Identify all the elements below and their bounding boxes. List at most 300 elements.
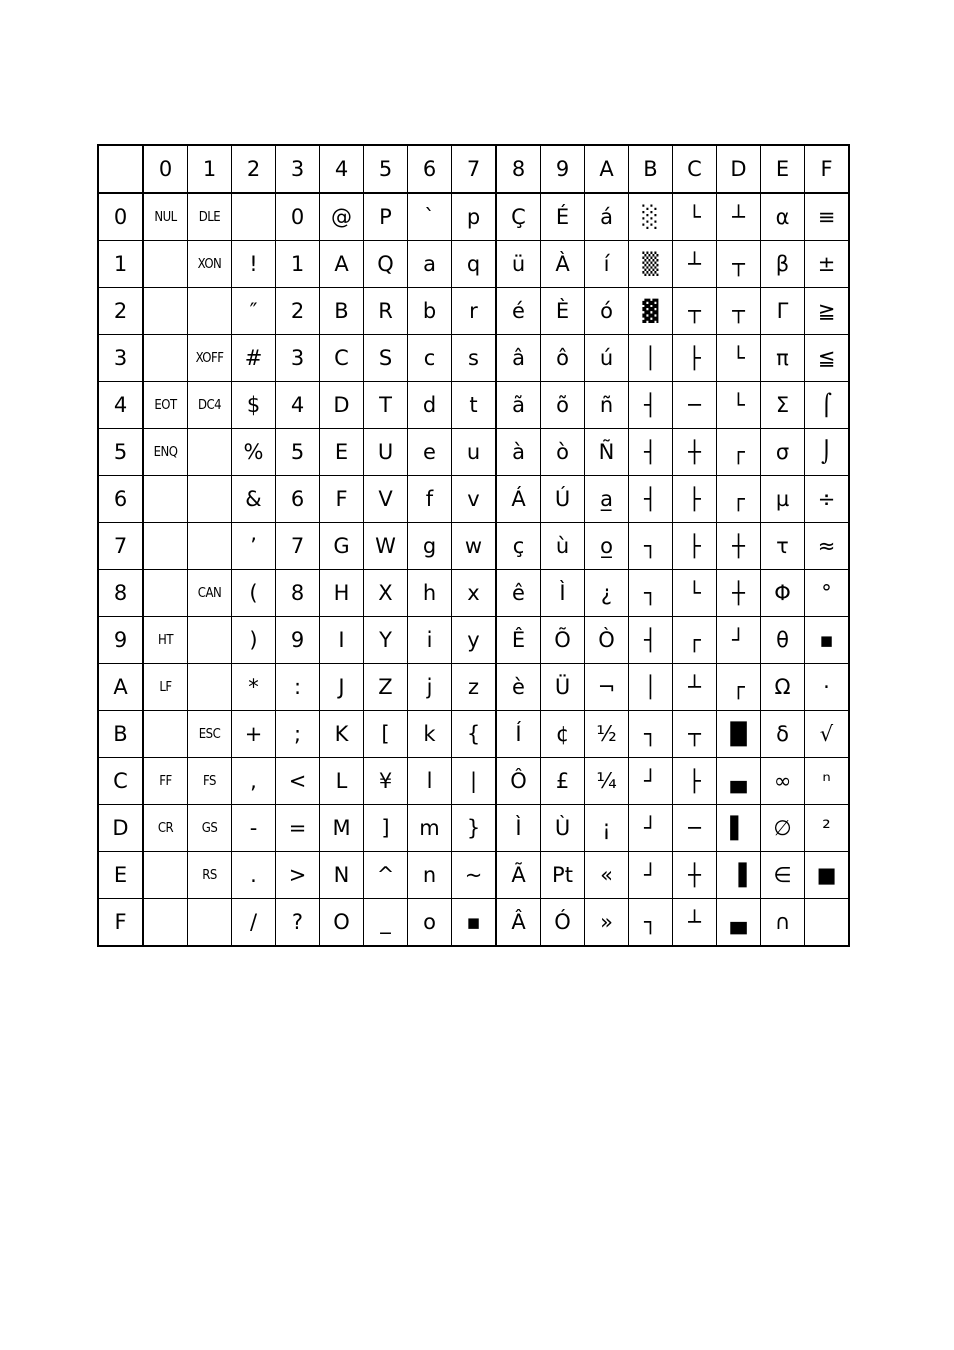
char-cell-ef: ■ (805, 852, 850, 899)
char-cell-0c: └ (673, 193, 717, 241)
column-header-9: 9 (541, 145, 585, 193)
char-cell-30 (143, 335, 188, 382)
char-cell-17: q (452, 241, 497, 288)
char-cell-41: DC4 (188, 382, 232, 429)
char-cell-4a: ñ (585, 382, 629, 429)
char-cell-51 (188, 429, 232, 476)
char-cell-f7: ▪ (452, 899, 497, 947)
char-cell-df: ² (805, 805, 850, 852)
row-header-1: 1 (98, 241, 143, 288)
char-cell-ff (805, 899, 850, 947)
char-cell-10 (143, 241, 188, 288)
char-cell-70 (143, 523, 188, 570)
char-cell-38: â (496, 335, 541, 382)
row-header-f: F (98, 899, 143, 947)
char-cell-4f: ⌠ (805, 382, 850, 429)
char-cell-8a: ¿ (585, 570, 629, 617)
char-cell-bd: █ (717, 711, 761, 758)
char-cell-24: B (320, 288, 364, 335)
char-cell-26: b (408, 288, 452, 335)
char-cell-50: ENQ (143, 429, 188, 476)
column-header-e: E (761, 145, 805, 193)
char-cell-a8: è (496, 664, 541, 711)
column-header-f: F (805, 145, 850, 193)
char-cell-b3: ; (276, 711, 320, 758)
char-cell-67: v (452, 476, 497, 523)
char-cell-f8: Â (496, 899, 541, 947)
char-cell-f6: o (408, 899, 452, 947)
char-cell-59: ò (541, 429, 585, 476)
char-cell-15: Q (364, 241, 408, 288)
char-cell-9f: ▪ (805, 617, 850, 664)
char-cell-f1 (188, 899, 232, 947)
char-cell-d0: CR (143, 805, 188, 852)
char-cell-2b: ▓ (629, 288, 673, 335)
char-cell-27: r (452, 288, 497, 335)
char-cell-01: DLE (188, 193, 232, 241)
char-cell-5f: ⌡ (805, 429, 850, 476)
char-cell-98: Ê (496, 617, 541, 664)
char-cell-18: ü (496, 241, 541, 288)
char-cell-d2: - (232, 805, 276, 852)
char-cell-57: u (452, 429, 497, 476)
char-cell-ab: │ (629, 664, 673, 711)
char-cell-23: 2 (276, 288, 320, 335)
char-cell-53: 5 (276, 429, 320, 476)
char-cell-32: # (232, 335, 276, 382)
char-cell-89: Ì (541, 570, 585, 617)
table-row (98, 429, 849, 476)
char-cell-94: I (320, 617, 364, 664)
char-cell-ac: ┴ (673, 664, 717, 711)
char-cell-c6: l (408, 758, 452, 805)
char-cell-e7: ~ (452, 852, 497, 899)
column-header-5: 5 (364, 145, 408, 193)
char-cell-d8: Ì (496, 805, 541, 852)
column-header-1: 1 (188, 145, 232, 193)
char-cell-85: X (364, 570, 408, 617)
char-cell-d6: m (408, 805, 452, 852)
char-cell-61 (188, 476, 232, 523)
table-row (98, 193, 849, 241)
row-header-2: 2 (98, 288, 143, 335)
column-header-7: 7 (452, 145, 497, 193)
char-cell-f4: O (320, 899, 364, 947)
char-cell-b4: K (320, 711, 364, 758)
char-cell-7d: ┼ (717, 523, 761, 570)
char-cell-b0 (143, 711, 188, 758)
char-cell-80 (143, 570, 188, 617)
column-header-6: 6 (408, 145, 452, 193)
char-cell-a9: Ü (541, 664, 585, 711)
char-cell-99: Õ (541, 617, 585, 664)
row-header-0: 0 (98, 193, 143, 241)
char-cell-fb: ┐ (629, 899, 673, 947)
char-cell-1d: ┬ (717, 241, 761, 288)
char-cell-ad: ┌ (717, 664, 761, 711)
char-cell-6a: a̲ (585, 476, 629, 523)
char-cell-55: U (364, 429, 408, 476)
char-cell-f2: / (232, 899, 276, 947)
char-cell-3a: ú (585, 335, 629, 382)
char-cell-52: % (232, 429, 276, 476)
row-header-4: 4 (98, 382, 143, 429)
char-cell-e0 (143, 852, 188, 899)
char-cell-58: à (496, 429, 541, 476)
char-cell-13: 1 (276, 241, 320, 288)
char-cell-46: d (408, 382, 452, 429)
char-cell-2d: ┬ (717, 288, 761, 335)
char-cell-e2: . (232, 852, 276, 899)
char-cell-fd: ▄ (717, 899, 761, 947)
row-header-b: B (98, 711, 143, 758)
char-cell-3d: └ (717, 335, 761, 382)
char-cell-c5: ¥ (364, 758, 408, 805)
char-cell-1b: ▒ (629, 241, 673, 288)
char-cell-e8: Ã (496, 852, 541, 899)
table-row (98, 805, 849, 852)
column-header-2: 2 (232, 145, 276, 193)
char-cell-b8: Í (496, 711, 541, 758)
char-cell-a5: Z (364, 664, 408, 711)
char-cell-47: t (452, 382, 497, 429)
char-cell-de: ∅ (761, 805, 805, 852)
char-cell-4c: ─ (673, 382, 717, 429)
char-cell-e5: ^ (364, 852, 408, 899)
char-cell-c2: , (232, 758, 276, 805)
char-cell-1c: ┴ (673, 241, 717, 288)
char-cell-c3: < (276, 758, 320, 805)
row-header-5: 5 (98, 429, 143, 476)
char-cell-a3: : (276, 664, 320, 711)
char-cell-63: 6 (276, 476, 320, 523)
char-cell-0e: α (761, 193, 805, 241)
char-cell-aa: ¬ (585, 664, 629, 711)
char-cell-f9: Ó (541, 899, 585, 947)
char-cell-b2: + (232, 711, 276, 758)
char-cell-0a: á (585, 193, 629, 241)
column-header-c: C (673, 145, 717, 193)
char-cell-d5: ] (364, 805, 408, 852)
char-cell-36: c (408, 335, 452, 382)
char-cell-42: $ (232, 382, 276, 429)
table-row (98, 852, 849, 899)
char-cell-5b: ┤ (629, 429, 673, 476)
char-cell-c7: | (452, 758, 497, 805)
table-row (98, 523, 849, 570)
char-cell-d3: = (276, 805, 320, 852)
char-cell-0f: ≡ (805, 193, 850, 241)
char-cell-37: s (452, 335, 497, 382)
char-cell-7c: ├ (673, 523, 717, 570)
char-cell-e6: n (408, 852, 452, 899)
char-cell-fc: ┴ (673, 899, 717, 947)
char-cell-76: g (408, 523, 452, 570)
char-cell-29: È (541, 288, 585, 335)
row-header-8: 8 (98, 570, 143, 617)
table-row (98, 241, 849, 288)
char-cell-96: i (408, 617, 452, 664)
char-cell-5c: ┼ (673, 429, 717, 476)
char-cell-db: ┘ (629, 805, 673, 852)
char-cell-43: 4 (276, 382, 320, 429)
table-row (98, 664, 849, 711)
char-cell-e3: > (276, 852, 320, 899)
char-cell-86: h (408, 570, 452, 617)
char-cell-eb: ┘ (629, 852, 673, 899)
char-cell-b1: ESC (188, 711, 232, 758)
char-cell-33: 3 (276, 335, 320, 382)
char-cell-08: Ç (496, 193, 541, 241)
char-cell-ce: ∞ (761, 758, 805, 805)
char-cell-d4: M (320, 805, 364, 852)
table-row (98, 899, 849, 947)
char-cell-7e: τ (761, 523, 805, 570)
table-row (98, 382, 849, 429)
char-cell-9a: Ò (585, 617, 629, 664)
char-cell-a2: * (232, 664, 276, 711)
char-cell-45: T (364, 382, 408, 429)
char-cell-92: ) (232, 617, 276, 664)
char-cell-cd: ▄ (717, 758, 761, 805)
char-cell-3b: │ (629, 335, 673, 382)
char-cell-ca: ¼ (585, 758, 629, 805)
row-header-9: 9 (98, 617, 143, 664)
char-cell-5e: σ (761, 429, 805, 476)
char-cell-b5: [ (364, 711, 408, 758)
char-cell-95: Y (364, 617, 408, 664)
char-cell-dc: ─ (673, 805, 717, 852)
char-cell-c4: L (320, 758, 364, 805)
char-cell-88: ê (496, 570, 541, 617)
char-cell-97: y (452, 617, 497, 664)
char-cell-12: ! (232, 241, 276, 288)
char-cell-72: ’ (232, 523, 276, 570)
char-cell-90: HT (143, 617, 188, 664)
char-cell-e4: N (320, 852, 364, 899)
table-row (98, 288, 849, 335)
char-cell-3c: ├ (673, 335, 717, 382)
char-cell-69: Ú (541, 476, 585, 523)
char-cell-79: ù (541, 523, 585, 570)
char-cell-2a: ó (585, 288, 629, 335)
char-cell-a6: j (408, 664, 452, 711)
table-row (98, 758, 849, 805)
table-row (98, 476, 849, 523)
char-cell-1f: ± (805, 241, 850, 288)
char-cell-54: E (320, 429, 364, 476)
column-header-3: 3 (276, 145, 320, 193)
char-cell-c1: FS (188, 758, 232, 805)
column-header-4: 4 (320, 145, 364, 193)
row-header-d: D (98, 805, 143, 852)
character-code-table (97, 144, 850, 947)
char-cell-81: CAN (188, 570, 232, 617)
char-cell-b7: { (452, 711, 497, 758)
row-header-a: A (98, 664, 143, 711)
char-cell-cb: ┘ (629, 758, 673, 805)
char-cell-d9: Ù (541, 805, 585, 852)
char-cell-06: ` (408, 193, 452, 241)
row-header-7: 7 (98, 523, 143, 570)
char-cell-35: S (364, 335, 408, 382)
char-cell-39: ô (541, 335, 585, 382)
char-cell-f5: _ (364, 899, 408, 947)
char-cell-5d: ┌ (717, 429, 761, 476)
char-cell-4e: Σ (761, 382, 805, 429)
char-cell-49: õ (541, 382, 585, 429)
char-cell-1a: í (585, 241, 629, 288)
char-cell-c8: Ô (496, 758, 541, 805)
char-cell-3e: π (761, 335, 805, 382)
char-cell-8e: Φ (761, 570, 805, 617)
char-cell-9e: θ (761, 617, 805, 664)
char-cell-ee: ∈ (761, 852, 805, 899)
char-cell-2e: Γ (761, 288, 805, 335)
char-cell-6f: ÷ (805, 476, 850, 523)
char-cell-bf: √ (805, 711, 850, 758)
char-cell-6d: ┌ (717, 476, 761, 523)
char-cell-b9: ¢ (541, 711, 585, 758)
char-cell-ba: ½ (585, 711, 629, 758)
char-cell-9b: ┤ (629, 617, 673, 664)
char-cell-03: 0 (276, 193, 320, 241)
char-cell-fa: » (585, 899, 629, 947)
char-cell-6e: µ (761, 476, 805, 523)
char-cell-40: EOT (143, 382, 188, 429)
char-cell-64: F (320, 476, 364, 523)
char-cell-44: D (320, 382, 364, 429)
char-cell-20 (143, 288, 188, 335)
column-header-a: A (585, 145, 629, 193)
char-cell-19: À (541, 241, 585, 288)
char-cell-66: f (408, 476, 452, 523)
char-cell-16: a (408, 241, 452, 288)
char-cell-7b: ┐ (629, 523, 673, 570)
char-cell-9d: ┘ (717, 617, 761, 664)
char-cell-21 (188, 288, 232, 335)
char-cell-ae: Ω (761, 664, 805, 711)
row-header-3: 3 (98, 335, 143, 382)
char-cell-7a: o̲ (585, 523, 629, 570)
char-cell-11: XON (188, 241, 232, 288)
column-header-b: B (629, 145, 673, 193)
char-cell-8c: └ (673, 570, 717, 617)
char-cell-25: R (364, 288, 408, 335)
row-header-c: C (98, 758, 143, 805)
corner-cell (98, 145, 143, 193)
char-cell-83: 8 (276, 570, 320, 617)
char-cell-56: e (408, 429, 452, 476)
char-cell-1e: β (761, 241, 805, 288)
char-cell-84: H (320, 570, 364, 617)
char-cell-09: É (541, 193, 585, 241)
char-cell-b6: k (408, 711, 452, 758)
char-cell-af: · (805, 664, 850, 711)
char-cell-5a: Ñ (585, 429, 629, 476)
char-cell-04: @ (320, 193, 364, 241)
char-cell-8d: ┼ (717, 570, 761, 617)
char-cell-ea: « (585, 852, 629, 899)
char-cell-4d: └ (717, 382, 761, 429)
char-cell-a4: J (320, 664, 364, 711)
char-cell-8b: ┐ (629, 570, 673, 617)
char-cell-da: ¡ (585, 805, 629, 852)
char-cell-0b: ░ (629, 193, 673, 241)
char-cell-2f: ≧ (805, 288, 850, 335)
row-header-6: 6 (98, 476, 143, 523)
char-cell-ed: ▐ (717, 852, 761, 899)
char-cell-d1: GS (188, 805, 232, 852)
column-header-0: 0 (143, 145, 188, 193)
table-row (98, 335, 849, 382)
char-cell-73: 7 (276, 523, 320, 570)
char-cell-f3: ? (276, 899, 320, 947)
char-cell-cf: ⁿ (805, 758, 850, 805)
char-cell-e1: RS (188, 852, 232, 899)
column-header-d: D (717, 145, 761, 193)
char-cell-bc: ┬ (673, 711, 717, 758)
table-row (98, 617, 849, 664)
char-cell-7f: ≈ (805, 523, 850, 570)
char-cell-02 (232, 193, 276, 241)
char-cell-07: p (452, 193, 497, 241)
char-cell-34: C (320, 335, 364, 382)
char-cell-91 (188, 617, 232, 664)
char-cell-d7: } (452, 805, 497, 852)
char-cell-c9: £ (541, 758, 585, 805)
char-cell-65: V (364, 476, 408, 523)
char-cell-bb: ┐ (629, 711, 673, 758)
char-cell-48: ã (496, 382, 541, 429)
char-cell-93: 9 (276, 617, 320, 664)
char-cell-3f: ≦ (805, 335, 850, 382)
char-cell-a0: LF (143, 664, 188, 711)
char-cell-75: W (364, 523, 408, 570)
char-cell-78: ç (496, 523, 541, 570)
char-cell-e9: Pt (541, 852, 585, 899)
char-cell-60 (143, 476, 188, 523)
char-cell-68: Á (496, 476, 541, 523)
char-cell-00: NUL (143, 193, 188, 241)
char-cell-a1 (188, 664, 232, 711)
table-row (98, 570, 849, 617)
column-header-8: 8 (496, 145, 541, 193)
char-cell-fe: ∩ (761, 899, 805, 947)
char-cell-a7: z (452, 664, 497, 711)
char-cell-c0: FF (143, 758, 188, 805)
char-cell-be: δ (761, 711, 805, 758)
char-cell-dd: ▌ (717, 805, 761, 852)
char-cell-6c: ├ (673, 476, 717, 523)
char-cell-9c: ┌ (673, 617, 717, 664)
char-cell-ec: ┼ (673, 852, 717, 899)
char-cell-31: XOFF (188, 335, 232, 382)
table-row (98, 711, 849, 758)
char-cell-28: é (496, 288, 541, 335)
char-cell-87: x (452, 570, 497, 617)
char-cell-77: w (452, 523, 497, 570)
char-cell-4b: ┤ (629, 382, 673, 429)
char-cell-0d: ┴ (717, 193, 761, 241)
char-cell-8f: ° (805, 570, 850, 617)
char-cell-f0 (143, 899, 188, 947)
column-header-row (98, 145, 849, 193)
row-header-e: E (98, 852, 143, 899)
char-cell-05: P (364, 193, 408, 241)
char-cell-74: G (320, 523, 364, 570)
char-cell-14: A (320, 241, 364, 288)
